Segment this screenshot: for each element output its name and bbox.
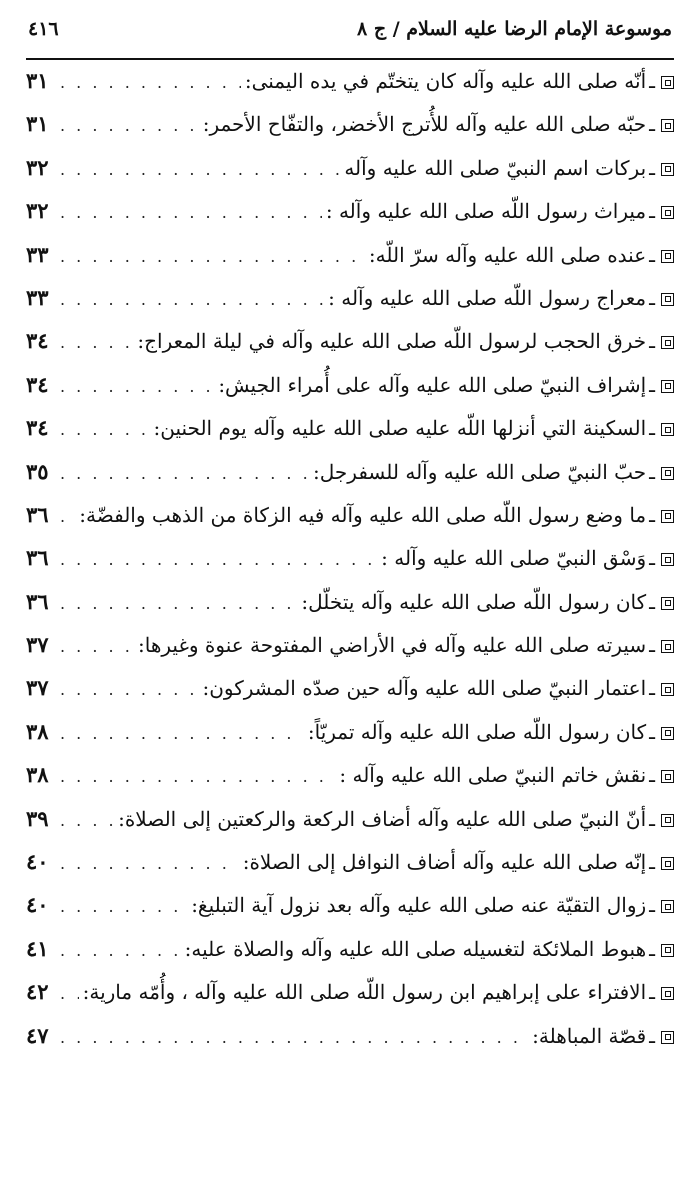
toc-entry[interactable]	[26, 545, 674, 588]
toc-entry-title: ميراث رسول اللّه صلى الله عليه وآله :	[325, 199, 647, 224]
square-bullet-icon	[661, 119, 674, 132]
toc-entry-page: ٤٧	[26, 1022, 49, 1048]
dot-leader	[60, 160, 340, 179]
toc-entry-title: معراج رسول اللّه صلى الله عليه وآله :	[328, 285, 647, 310]
square-bullet-icon	[661, 293, 674, 306]
toc-entry-title: سيرته صلى الله عليه وآله في الأراضي المفتوحة عنوة وغيرها:	[138, 633, 647, 658]
square-bullet-icon	[661, 423, 674, 436]
square-bullet-icon	[661, 683, 674, 696]
toc-entry[interactable]	[26, 719, 674, 762]
square-bullet-icon	[661, 250, 674, 263]
toc-entry[interactable]	[26, 979, 674, 1022]
toc-entry-title: وَسْق النبيّ صلى الله عليه وآله :	[381, 546, 647, 571]
toc-entry-page: ٣٢	[26, 154, 49, 180]
toc-entry-title: السكينة التي أنزلها اللّه عليه صلى الله عليه وآله يوم الحنين:	[153, 416, 647, 441]
square-bullet-icon	[661, 857, 674, 870]
square-bullet-icon	[661, 336, 674, 349]
entry-dash: ـ	[649, 980, 655, 1005]
entry-dash: ـ	[649, 893, 655, 918]
toc-entry-page: ٣١	[26, 111, 49, 137]
table-of-contents	[26, 68, 674, 1066]
dot-leader	[60, 897, 187, 916]
toc-entry-page: ٣٦	[26, 501, 49, 527]
square-bullet-icon	[661, 640, 674, 653]
toc-entry-title: إشراف النبيّ صلى الله عليه وآله على أُمراء الجيش:	[218, 372, 647, 397]
toc-entry-title: الافتراء على إبراهيم ابن رسول اللّه صلى الله عليه وآله ، وأُمّه مارية:	[82, 980, 647, 1005]
dot-leader	[60, 290, 324, 309]
toc-entry-page: ٣٨	[26, 718, 49, 744]
toc-entry-page: ٣٦	[26, 588, 49, 614]
toc-entry[interactable]	[26, 675, 674, 718]
toc-entry-page: ٤١	[26, 935, 49, 961]
toc-entry[interactable]	[26, 849, 674, 892]
dot-leader	[60, 854, 239, 873]
entry-dash: ـ	[649, 936, 655, 961]
square-bullet-icon	[661, 163, 674, 176]
toc-entry-page: ٤٢	[26, 979, 49, 1005]
toc-entry-page: ٣١	[26, 68, 49, 93]
dot-leader	[60, 203, 322, 222]
toc-entry[interactable]	[26, 111, 674, 154]
square-bullet-icon	[661, 944, 674, 957]
toc-entry-title: قصّة المباهلة:	[532, 1023, 647, 1048]
entry-dash: ـ	[649, 763, 655, 788]
toc-entry[interactable]	[26, 762, 674, 805]
toc-entry-page: ٣٨	[26, 762, 49, 788]
toc-entry-title: هبوط الملائكة لتغسيله صلى الله عليه وآله والصلاة عليه:	[184, 936, 647, 961]
entry-dash: ـ	[649, 199, 655, 224]
entry-dash: ـ	[649, 416, 655, 441]
entry-dash: ـ	[649, 633, 655, 658]
toc-entry-page: ٣٩	[26, 805, 49, 831]
entry-dash: ـ	[649, 155, 655, 180]
toc-entry-page: ٤٠	[26, 849, 49, 875]
page-number: ٤١٦	[28, 18, 59, 40]
dot-leader	[60, 507, 75, 526]
toc-entry-page: ٤٠	[26, 892, 49, 918]
entry-dash: ـ	[649, 242, 655, 267]
entry-dash: ـ	[649, 329, 655, 354]
toc-entry-title: كان رسول اللّه صلى الله عليه وآله يتخلّل:	[301, 589, 647, 614]
toc-entry[interactable]	[26, 589, 674, 632]
entry-dash: ـ	[649, 459, 655, 484]
entry-dash: ـ	[649, 806, 655, 831]
entry-dash: ـ	[649, 719, 655, 744]
toc-entry-page: ٣٦	[26, 545, 49, 571]
toc-entry-title: نقش خاتم النبيّ صلى الله عليه وآله :	[339, 763, 647, 788]
toc-entry[interactable]	[26, 892, 674, 935]
dot-leader	[60, 333, 133, 352]
dot-leader	[60, 377, 214, 396]
running-header	[26, 18, 674, 52]
entry-dash: ـ	[649, 1023, 655, 1048]
entry-dash: ـ	[649, 372, 655, 397]
toc-entry[interactable]	[26, 632, 674, 675]
square-bullet-icon	[661, 467, 674, 480]
toc-entry[interactable]	[26, 459, 674, 502]
square-bullet-icon	[661, 900, 674, 913]
square-bullet-icon	[661, 1031, 674, 1044]
square-bullet-icon	[661, 727, 674, 740]
entry-dash: ـ	[649, 589, 655, 614]
toc-entry-title: حبّه صلى الله عليه وآله للأُترج الأخضر، والتفّاح الأحمر:	[202, 112, 647, 137]
square-bullet-icon	[661, 814, 674, 827]
toc-entry[interactable]	[26, 502, 674, 545]
toc-entry-title: عنده صلى الله عليه وآله سرّ اللّه:	[368, 242, 647, 267]
dot-leader	[60, 73, 241, 92]
toc-entry-title: إنّه صلى الله عليه وآله أضاف النوافل إلى الصلاة:	[242, 850, 647, 875]
square-bullet-icon	[661, 76, 674, 89]
dot-leader	[60, 420, 150, 439]
square-bullet-icon	[661, 510, 674, 523]
toc-entry-title: خرق الحجب لرسول اللّه صلى الله عليه وآله في ليلة المعراج:	[137, 329, 647, 354]
toc-entry-page: ٣٧	[26, 632, 49, 658]
header-divider	[26, 58, 674, 60]
toc-entry-title: كان رسول اللّه صلى الله عليه وآله تمريّاً:	[307, 719, 647, 744]
toc-entry-page: ٣٣	[26, 284, 49, 310]
dot-leader	[60, 116, 199, 135]
dot-leader	[60, 941, 181, 960]
entry-dash: ـ	[649, 112, 655, 137]
toc-entry-title: أنّه صلى الله عليه وآله كان يتختّم في يده اليمنى:	[244, 69, 647, 93]
toc-entry[interactable]	[26, 415, 674, 458]
toc-entry[interactable]	[26, 372, 674, 415]
toc-entry-title: بركات اسم النبيّ صلى الله عليه وآله	[344, 155, 647, 180]
toc-entry[interactable]	[26, 328, 674, 371]
toc-entry-page: ٣٤	[26, 328, 49, 354]
toc-entry-page: ٣٧	[26, 675, 49, 701]
dot-leader	[60, 724, 304, 743]
toc-entry-title: حبّ النبيّ صلى الله عليه وآله للسفرجل:	[313, 459, 647, 484]
dot-leader	[60, 247, 365, 266]
square-bullet-icon	[661, 987, 674, 1000]
toc-entry[interactable]	[26, 155, 674, 198]
toc-entry[interactable]	[26, 806, 674, 849]
dot-leader	[60, 637, 134, 656]
toc-entry[interactable]	[26, 1023, 674, 1066]
toc-entry-title: اعتمار النبيّ صلى الله عليه وآله حين صدّه المشركون:	[202, 676, 647, 701]
square-bullet-icon	[661, 206, 674, 219]
toc-entry[interactable]	[26, 936, 674, 979]
toc-entry-title: أنّ النبيّ صلى الله عليه وآله أضاف الركعة والركعتين إلى الصلاة:	[118, 806, 647, 831]
toc-entry-page: ٣٥	[26, 458, 49, 484]
toc-entry-page: ٣٤	[26, 415, 49, 441]
entry-dash: ـ	[649, 546, 655, 571]
entry-dash: ـ	[649, 676, 655, 701]
toc-entry[interactable]	[26, 285, 674, 328]
entry-dash: ـ	[649, 69, 655, 93]
dot-leader	[60, 984, 79, 1003]
square-bullet-icon	[661, 597, 674, 610]
square-bullet-icon	[661, 770, 674, 783]
dot-leader	[60, 680, 198, 699]
toc-entry-page: ٣٣	[26, 241, 49, 267]
toc-entry-page: ٣٢	[26, 198, 49, 224]
toc-entry-page: ٣٤	[26, 371, 49, 397]
dot-leader	[60, 464, 309, 483]
toc-entry[interactable]	[26, 68, 674, 111]
dot-leader	[60, 594, 297, 613]
dot-leader	[60, 811, 114, 830]
toc-entry-title: ما وضع رسول اللّه صلى الله عليه وآله فيه الزكاة من الذهب والفضّة:	[79, 502, 647, 527]
toc-entry[interactable]	[26, 198, 674, 241]
entry-dash: ـ	[649, 502, 655, 527]
dot-leader	[60, 1028, 528, 1047]
square-bullet-icon	[661, 380, 674, 393]
entry-dash: ـ	[649, 850, 655, 875]
toc-entry-title: زوال التقيّة عنه صلى الله عليه وآله بعد نزول آية التبليغ:	[191, 893, 647, 918]
dot-leader	[60, 550, 377, 569]
entry-dash: ـ	[649, 285, 655, 310]
document-page	[26, 18, 674, 1066]
dot-leader	[60, 767, 335, 786]
square-bullet-icon	[661, 553, 674, 566]
book-title: موسوعة الإمام الرضا عليه السلام / ج ٨	[357, 18, 672, 40]
toc-entry[interactable]	[26, 242, 674, 285]
